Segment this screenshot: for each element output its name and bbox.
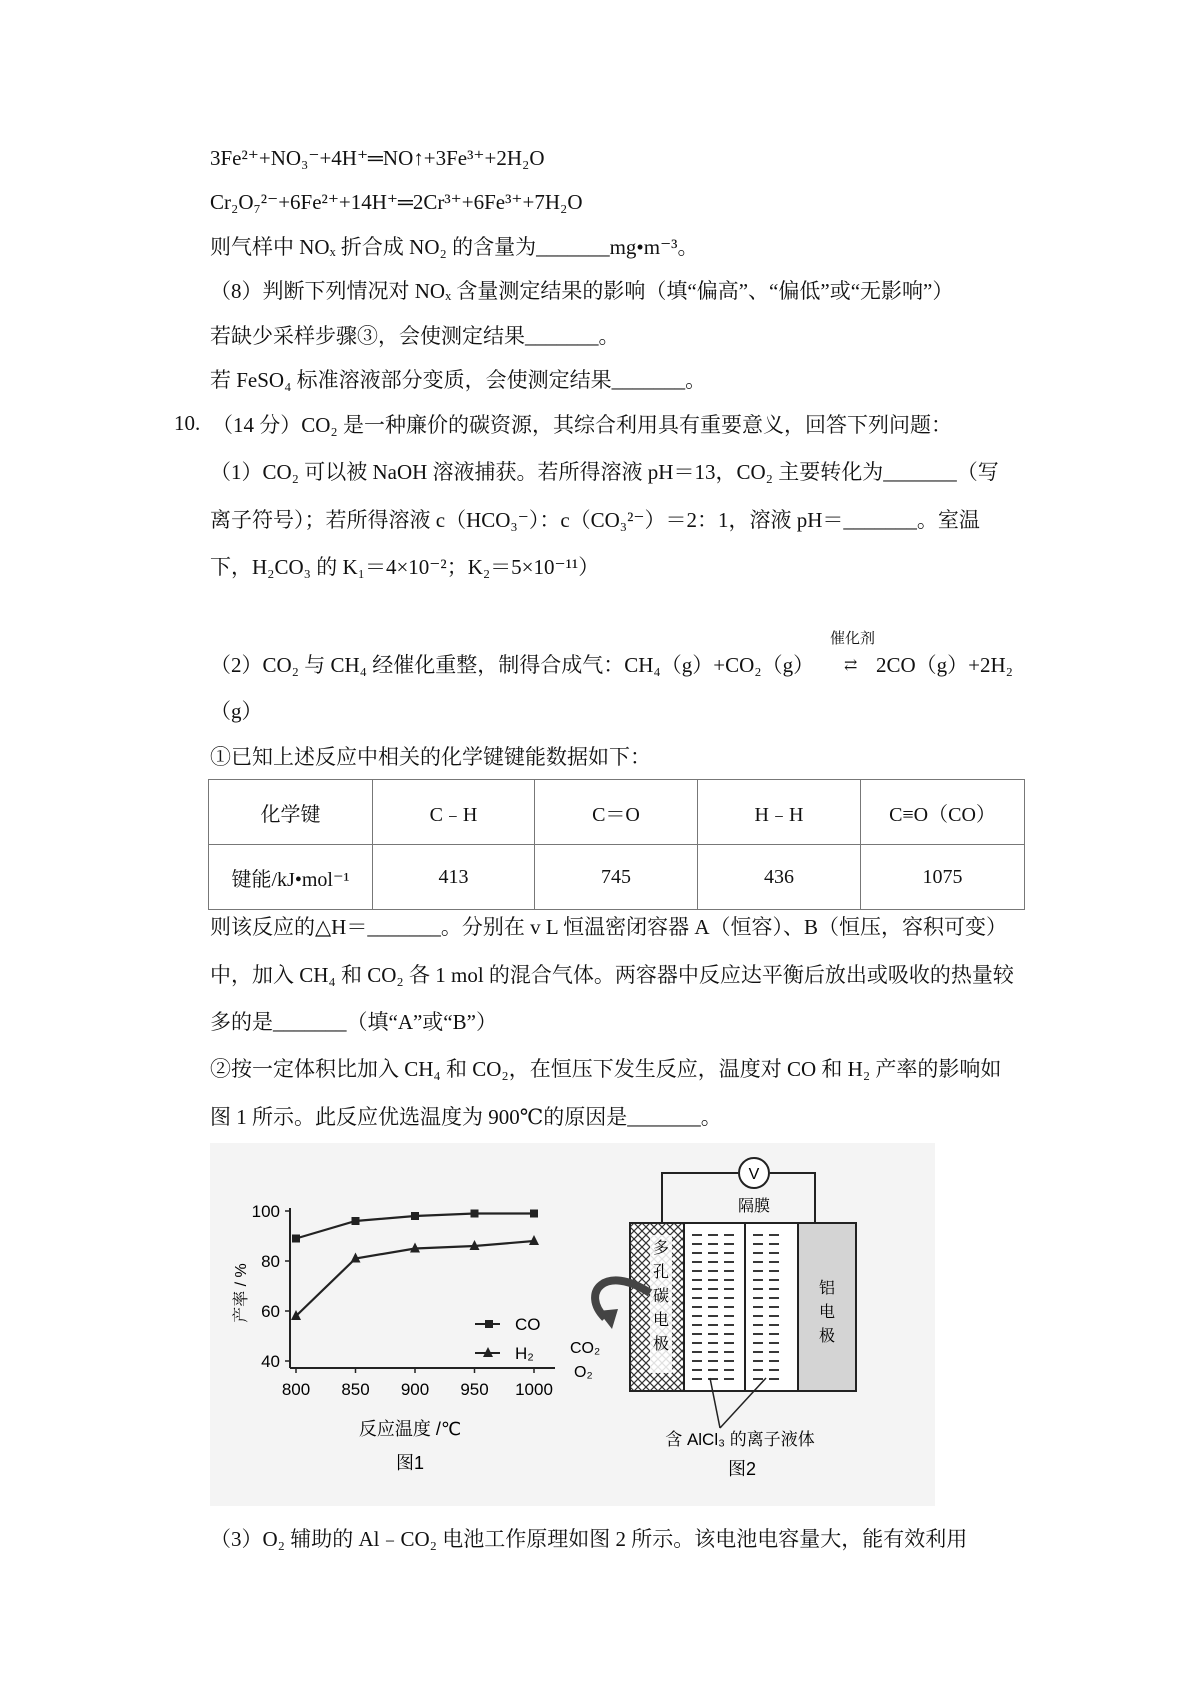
table-header-cell: H﹣H [698,780,861,845]
figure-1-caption: 图1 [395,1453,425,1473]
gas-o2-label: O₂ [574,1364,593,1381]
question-10-2a-tail: 2CO（g）+2H₂ [876,653,1014,677]
x-axis-label: 反应温度 /℃ [358,1419,462,1439]
equation-1: 3Fe²⁺+NO₃⁻+4H⁺═NO↑+3Fe³⁺+2H₂O [210,146,545,170]
y-tick-label: 40 [261,1352,280,1371]
question-10-1c: 下，H₂CO₃ 的 K₁＝4×10⁻²；K₂＝5×10⁻¹¹） [210,555,600,579]
question-10-2-2a: ②按一定体积比加入 CH₄ 和 CO₂，在恒压下发生反应，温度对 CO 和 H₂ 产率的影响如 [210,1057,1002,1081]
figure-2-diagram [570,1158,856,1479]
legend-marker-co [485,1320,493,1328]
legend-label-h2: H₂ [515,1344,534,1363]
question-10-2a: （2）CO₂ 与 CH₄ 经催化重整，制得合成气：CH₄（g）+CO₂（g） [210,653,815,677]
table-cell: 436 [698,845,861,910]
data-point-co [352,1217,360,1225]
table-cell: 745 [535,845,698,910]
aluminum-electrode-label: 铝电极 [818,1280,836,1345]
question-10-3: （3）O₂ 辅助的 Al﹣CO₂ 电池工作原理如图 2 所示。该电池电容量大，能有效利用 [210,1527,968,1551]
x-tick-label: 950 [460,1380,489,1399]
question-8b-text: 若 FeSO₄ 标准溶液部分变质，会使测定结果_______。 [210,368,707,392]
electrolyte-label: 含 AlCl₃ 的离子液体 [665,1430,815,1449]
y-tick-label: 60 [261,1302,280,1321]
wire-left [662,1173,738,1223]
table-cell: 413 [373,845,535,910]
x-tick-label: 850 [341,1380,370,1399]
figure-1-chart [232,1202,555,1473]
table-header-row [209,780,1025,845]
question-10-after-3: 多的是_______（填“A”或“B”） [210,1010,497,1034]
y-tick-label: 80 [261,1252,280,1271]
table-row-label: 键能/kJ•mol⁻¹ [209,845,373,910]
catalyst-label: 催化剂 [830,631,876,647]
figure-2-caption: 图2 [727,1459,757,1479]
table-header-cell: 化学键 [209,780,373,845]
question-10-1a: （1）CO₂ 可以被 NaOH 溶液捕获。若所得溶液 pH＝13，CO₂ 主要转化为_______（写 [210,460,999,484]
equation-2: Cr₂O₇²⁻+6Fe²⁺+14H⁺═2Cr³⁺+6Fe³⁺+7H₂O [210,190,583,214]
table-cell: 1075 [861,845,1025,910]
question-7-text: 则气样中 NOₓ 折合成 NO₂ 的含量为_______mg•m⁻³。 [210,235,699,259]
wire-right [770,1173,815,1223]
figures-panel [210,1143,935,1506]
y-tick-label: 100 [251,1202,280,1221]
question-8a-text: 若缺少采样步骤③，会使测定结果_______。 [210,324,620,348]
chart-legend [475,1315,541,1363]
question-10-after-2: 中，加入 CH₄ 和 CO₂ 各 1 mol 的混合气体。两容器中反应达平衡后放出或吸收的热量较 [210,963,1014,987]
question-10-after-1: 则该反应的△H＝_______。分别在 v L 恒温密闭容器 A（恒容）、B（恒压，容积可变） [210,915,1008,939]
question-8-text: （8）判断下列情况对 NOₓ 含量测定结果的影响（填“偏高”、“偏低”或“无影响”） [210,279,954,303]
data-point-h2 [529,1235,539,1245]
gas-co2-label: CO₂ [570,1340,601,1357]
data-point-co [411,1212,419,1220]
bond-energy-table [208,779,1025,910]
data-point-co [292,1235,300,1243]
reversible-arrow: ⇄ [844,657,858,674]
table-header-cell: C﹣H [373,780,535,845]
x-tick-label: 1000 [515,1380,553,1399]
legend-label-co: CO [515,1315,541,1334]
table-header-cell: C＝O [535,780,698,845]
question-10-number: 10. [174,411,201,435]
question-10-1b: 离子符号）；若所得溶液 c（HCO₃⁻）：c（CO₃²⁻）＝2：1，溶液 pH＝_______。室温 [210,508,980,532]
figures-svg [210,1143,935,1506]
y-axis-label: 产率 / % [233,1263,250,1323]
table-header-cell: C≡O（CO） [861,780,1025,845]
voltmeter-label: V [748,1166,760,1183]
membrane-label: 隔膜 [738,1198,771,1215]
porous-carbon-electrode-label: 多孔碳电极 [652,1240,670,1353]
x-tick-label: 900 [400,1380,430,1399]
question-10-2-1: ①已知上述反应中相关的化学键键能数据如下： [210,745,651,769]
data-point-co [530,1210,538,1218]
question-10-text: （14 分）CO₂ 是一种廉价的碳资源，其综合利用具有重要意义，回答下列问题： [212,413,952,437]
question-10-2b: （g） [210,699,263,723]
table-row [209,845,1025,910]
x-tick-label: 800 [281,1380,311,1399]
data-point-co [471,1210,479,1218]
question-10-2-2b: 图 1 所示。此反应优选温度为 900℃的原因是_______。 [210,1105,722,1129]
